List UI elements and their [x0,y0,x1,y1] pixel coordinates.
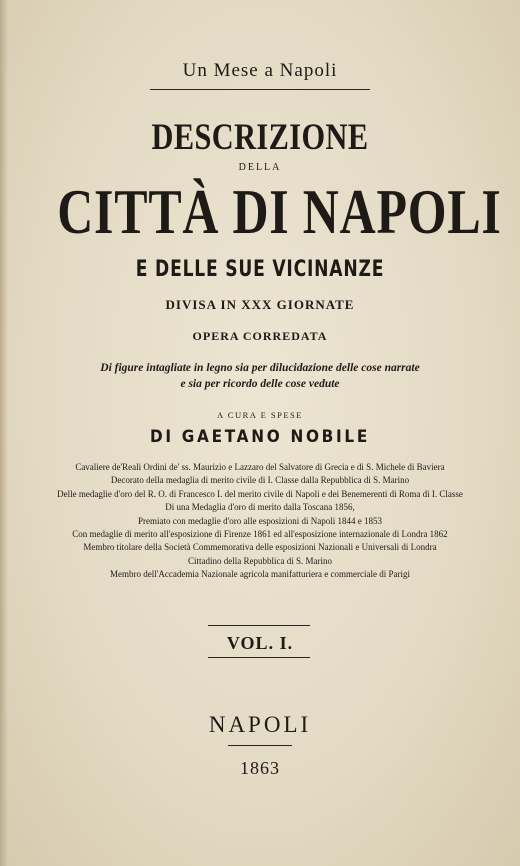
editor-prefix: A CURA E SPESE [217,410,303,420]
figures-note-line-2: e sia per ricordo delle cose vedute [180,378,340,390]
credential-line: Con medaglie di merito all'esposizione di Firenze 1861 ed all'esposizione internazionale di Londra 1862 [72,529,448,540]
credential-line: Decorato della medaglia di merito civile di I. Classe dalla Repubblica di S. Marino [110,475,410,486]
credential-line: Membro titolare della Società Commemorativa delle esposizioni Nazionali e Universali di Londra [83,542,437,553]
series-title: Un Mese a Napoli [182,60,338,81]
credential-line: Membro dell'Accademia Nazionale agricola manifatturiera e commerciale di Parigi [110,569,410,580]
author-credentials [0,461,520,582]
figures-note-line-1: Di figure intagliate in legno sia per dilucidazione delle cose narrate [100,362,420,374]
work-note: OPERA CORREDATA [192,329,328,343]
main-title: CITTÀ DI NAPOLI [57,176,502,247]
credential-line: Cittadino della Repubblica di S. Marino [188,555,332,566]
volume-number: VOL. I. [226,633,294,653]
credential-line: Premiato con medaglie d'oro alle esposizioni di Napoli 1844 e 1853 [137,515,383,526]
division-note: DIVISA IN XXX GIORNATE [165,297,355,312]
imprint-city: NAPOLI [208,712,312,737]
credential-line: Di una Medaglia d'oro di merito dalla Toscana 1856, [165,502,355,513]
title-line-descrizione: DESCRIZIONE [151,117,369,158]
credential-line: Delle medaglie d'oro del R. O. di Francesco I. del merito civile di Napoli e dei Benemerenti di Roma di I. Classe [57,488,463,499]
title-connector: DELLA [238,162,282,173]
credential-line: Cavaliere de'Reali Ordini de' ss. Maurizio e Lazzaro del Salvatore di Grecia e di S. Michele di Baviera [75,462,445,472]
series-title-rule [150,89,370,90]
imprint-rule [228,745,292,746]
author-name: DI GAETANO NOBILE [149,427,371,447]
volume-rule-bottom [208,657,310,658]
subtitle: E DELLE SUE VICINANZE [135,257,385,282]
imprint-year: 1863 [240,758,280,778]
volume-rule-top [208,625,310,626]
